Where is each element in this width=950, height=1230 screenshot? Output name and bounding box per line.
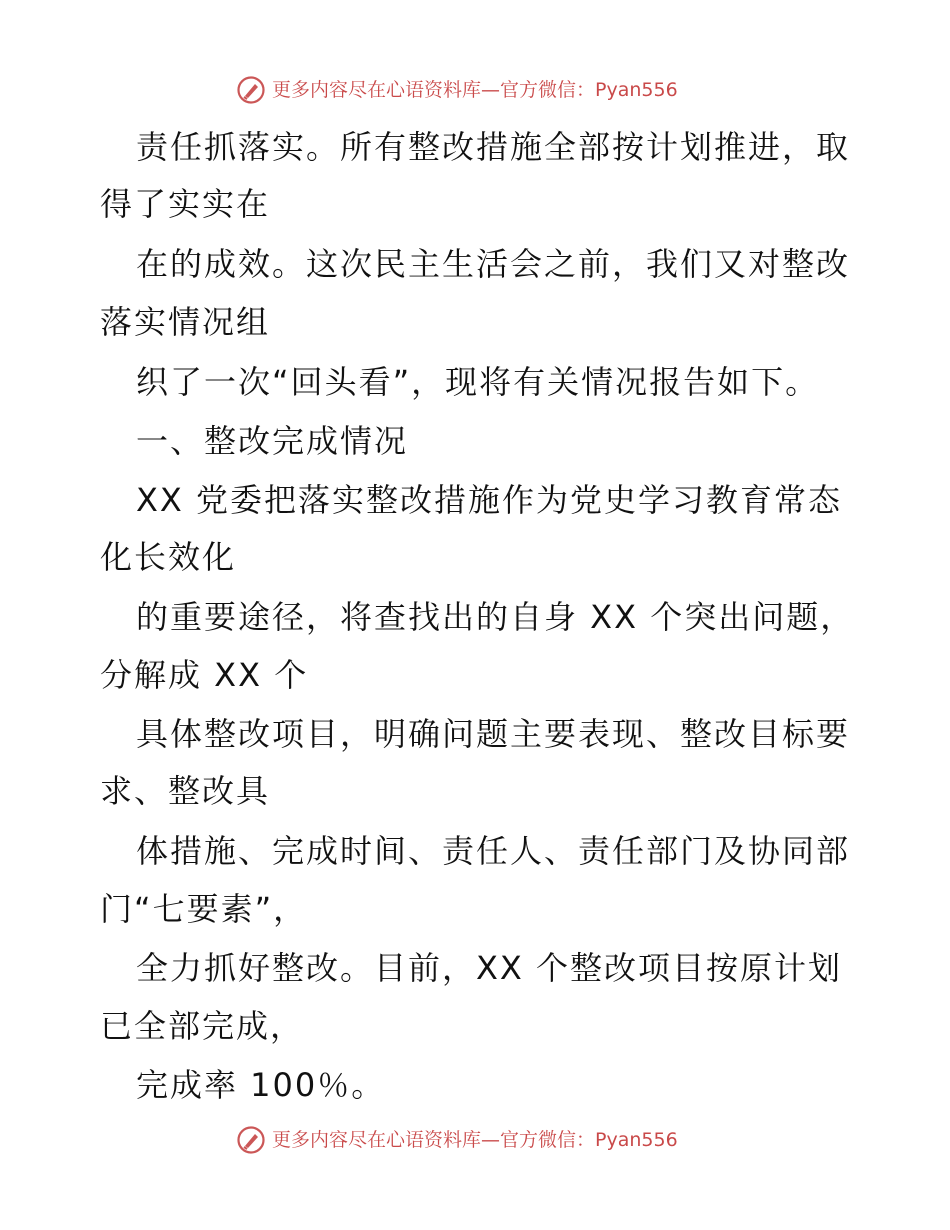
body-line: 落实情况组: [100, 303, 271, 341]
body-line: 具体整改项目，明确问题主要表现、整改目标要: [136, 715, 851, 753]
body-line: 得了实实在: [100, 185, 271, 223]
body-line: 织了一次“回头看”，现将有关情况报告如下。: [136, 363, 820, 401]
body-line: 门“七要素”，: [100, 890, 308, 928]
body-line: 的重要途径，将查找出的自身 XX 个突出问题，: [136, 598, 855, 636]
body-line: 全力抓好整改。目前，XX 个整改项目按原计划: [136, 949, 843, 987]
body-line: XX 党委把落实整改措施作为党史学习教育常态: [136, 481, 843, 519]
body-line: 体措施、完成时间、责任人、责任部门及协同部: [136, 832, 851, 870]
watermark-text: 更多内容尽在心语资料库—官方微信：Pyan556: [272, 78, 678, 101]
body-line: 分解成 XX 个: [100, 656, 309, 694]
body-line: 完成率 100％。: [136, 1066, 386, 1104]
body-line: 已全部完成，: [100, 1007, 305, 1045]
body-line: 化长效化: [100, 538, 237, 576]
body-line: 求、整改具: [100, 772, 271, 810]
section-heading: 一、整改完成情况: [136, 422, 409, 460]
footer-watermark: [236, 1123, 678, 1157]
body-line: 在的成效。这次民主生活会之前，我们又对整改: [136, 245, 851, 283]
quill-seal-icon: [236, 1125, 266, 1155]
watermark-text: 更多内容尽在心语资料库—官方微信：Pyan556: [272, 1128, 678, 1151]
body-line: 责任抓落实。所有整改措施全部按计划推进，取: [136, 128, 851, 166]
